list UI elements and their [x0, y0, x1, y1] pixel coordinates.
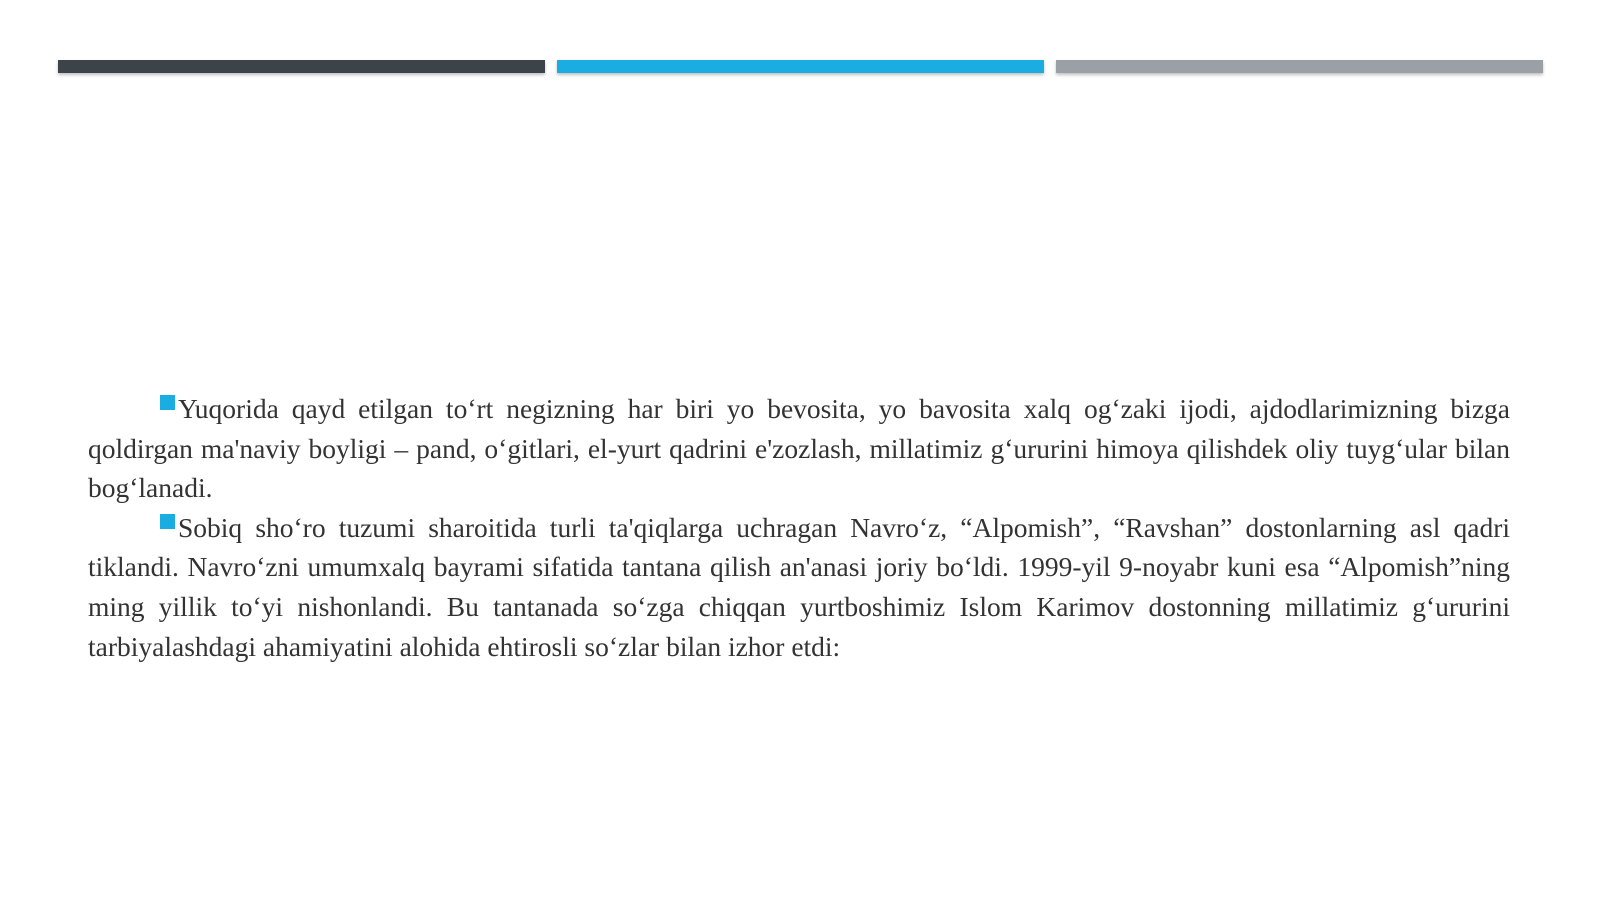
slide-body — [88, 389, 1510, 666]
square-bullet-icon — [160, 395, 175, 410]
paragraph-2-text: Sobiq sho‘ro tuzumi sharoitida turli ta'qiqlarga uchragan Navro‘z, “Alpomish”, “Ravshan” dostonlarning asl qadri tiklandi. Navro‘zni umumxalq bayrami sifatida tantana qilish an'anasi joriy bo‘ldi. 1999-yil 9-noyabr kuni esa “Alpomish”ning ming yillik to‘yi nishonlandi. Bu tantanada so‘zga chiqqan yurtboshimiz Islom Karimov dostonning millatimiz g‘ururini tarbiyalashdagi ahamiyatini alohida ehtirosli so‘zlar bilan izhor etdi: — [88, 511, 1510, 662]
paragraph-2 — [88, 508, 1510, 666]
paragraph-1-text: Yuqorida qayd etilgan to‘rt negizning har biri yo bevosita, yo bavosita xalq og‘zaki ijodi, ajdodlarimizning bizga qoldirgan ma'naviy boyligi – pand, o‘gitlari, el-yurt qadrini e'zozlash, millatimiz g‘ururini himoya qilishdek oliy tuyg‘ular bilan bog‘lanadi. — [88, 393, 1510, 504]
square-bullet-icon — [160, 514, 175, 529]
paragraph-1 — [88, 389, 1510, 508]
header-bar-blue — [557, 60, 1044, 73]
header-bar-gray — [1056, 60, 1543, 73]
header-bar-dark — [58, 60, 545, 73]
